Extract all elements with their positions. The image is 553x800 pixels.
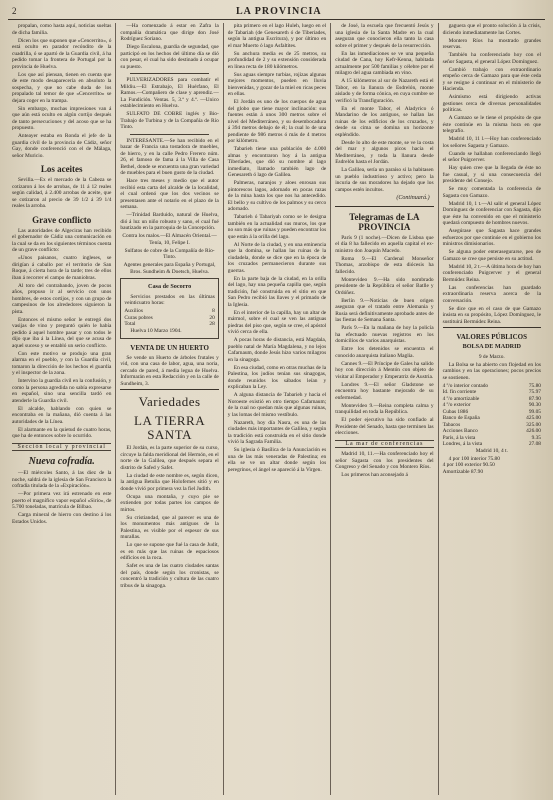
divider: [130, 134, 208, 135]
headline-tierra-santa: LA TIERRA SANTA: [134, 413, 206, 442]
headline-variedades: Variedades: [138, 394, 201, 409]
paragraph: Entre los detenidos se encuentra el conocido anarquista italiano Maglia.: [335, 346, 434, 359]
paragraph: Se dice que en el caso de que Gamazo insista en su propósito, López Domínguez, le sustituirá Bermúdez Reina.: [442, 305, 541, 325]
value-label: Londres, á la vista: [442, 441, 483, 447]
paragraph: Lo que se supone que fué la casa de Judit, es en más que las ruinas de espaciosos edificios en la roca.: [120, 542, 219, 561]
paragraph: Palmeras, naranjos y aloes enrosan sus pintorescos lagos, adornado en pocas razas de la mina hasta los que nos ha antecedido. El bello y su cultivo de los palmos y su cerco adornado.: [227, 180, 327, 212]
value-label: Cubas 1886: [442, 408, 469, 415]
section-rule: [443, 327, 541, 328]
paragraph: Sus aguas siempre turbias, rojizas algunas mejores momentos, pueden en lluvia bienvenidas, y gozar de la miel en ricas peces en ellas.: [227, 71, 327, 97]
value-amount: 425.00: [526, 415, 541, 421]
paragraph: Su cristiandad, que al parecer es una de los monumentos más antiguos de la Palestina, es visible por el espesor de sus murallas.: [120, 514, 219, 540]
paragraph: A 15 kilómetros al sur de Nazareth está el Tabor, en la llanura de Esdrelón, monte aislado y de forma cónica, en cuya cumbre se verificó la Transfiguración.: [335, 78, 434, 104]
paragraph: Cannes 9.—El Príncipe de Gales ha salido hoy con dirección á Mentón con objeto de visitar al Emperador y Emperatriz de Austria.: [335, 360, 434, 380]
paragraph: Las conferencias han guardado extraordinaria reserva acerca de la conversación.: [442, 284, 541, 304]
casa-socorro-box: [120, 278, 218, 339]
valores-table: [443, 383, 541, 448]
paragraph: Roma 9.—El Cardenal Monseñor Thomas, arzobispo de esta diócesis ha fallecido.: [335, 255, 434, 275]
paragraph: En el interior de la capilla, hay un altar de mármol, sobre el cual se ven las antiguas piedras del piso que, según se cree, el apóstol vivió cerca de ella.: [227, 309, 327, 335]
section-local-heading: Sección local y provincial: [12, 443, 111, 452]
notice: Contra los malos.—El Almacén Oriental.—Tenía, 10, Felipe I.: [122, 233, 217, 246]
bolsa-tail-values: 4 por 100 interior 75.80 4 por 100 exterior 90.50 Amortizable 87.90: [442, 455, 500, 475]
value-label: Banco de España: [442, 415, 480, 421]
paragraph: INTERESANTE.—Se han recibido en el bazar de Francia una tostadora de muebles, de hierro, y en la calle Pedro Frerero núm. 26, el famoso de fama á la Villa de Casa Bethel, donde se encuentra una gran variedad de muebles para el buen gusto de la ciudad.: [120, 137, 219, 176]
box-date: Huelva 10 Marzo 1904.: [130, 327, 182, 334]
paragraph: Madrid 10, 11.—Ha conferenciado hoy el señor Sagasta con los presidentes del Congreso y del Senado y con Montero Ríos.: [335, 451, 434, 470]
paragraph: «Unos paisanos, cuatro ingleses, se dirigían á caballo por el territorio de San Roque, á cierta hora de la tarde; tres de ellos iban á recorrer el campo de maniobras.: [12, 255, 112, 281]
box-intro: Servicios prestados en las últimas veinticuatro horas:: [124, 293, 215, 306]
paragraph: Carga mineral de hierro con destino á los Estados Unidos.: [12, 512, 112, 525]
value-amount: 9.35: [531, 434, 541, 441]
value-label: 4 º/o amortizable: [442, 395, 480, 402]
headline-valores: VALORES PÚBLICOS: [456, 333, 528, 341]
paragraph: La ciudad de este nombre es, según dicen, la antigua Betulia que Holofernes sitió y en donde vivió por primera vez la fiel Judith.: [120, 472, 219, 492]
paragraph: A Gamazo se le tiene el propósito de que éste continúe en la misma hora en que telegrafío.: [442, 115, 541, 134]
value-amount: 325.00: [526, 421, 541, 428]
paragraph: Se alguna poder enterasegurarse, peo de Gamazo se cree que persiste en su actitud.: [442, 249, 541, 262]
paragraph: —Trinidad Barduido, natural de Huelva, dió á luz un niño robusto y sano, el cual fué bautizado en la parroquia de la Concepción.: [120, 212, 219, 231]
headline-bolsa: BOLSA DE MADRID: [462, 343, 522, 350]
paragraph: —El miércoles Santo, á las diez de la noche, saldrá de la iglesia de San Francisco la cofradía titulada de la «Expiración».: [12, 470, 112, 489]
paragraph: Al toro del contrabando, joven de pocos años, propuso ir al servicio con unos hombres, de estos cortijos, y con un grupo de campesinos de los alrededores siguieron la pista.: [12, 282, 112, 315]
advertisement: SULFATO DE COBRE inglés y Bio-Trabajo de Turbina y de la Compañía de Río Tinto.: [120, 111, 219, 130]
headline-conferencias: La mar de conferencias: [335, 440, 433, 449]
paragraph: También ha conferenciado hoy con el señor Sagasta, el general López Domínguez.: [442, 52, 541, 65]
paragraph: Montevideo 9.—Reina completa calma y tranquilidad en toda la República.: [335, 402, 434, 415]
paragraph: Entonces el mismo señor le entregó dos vasijas de vino y preguntó quién le había pedido á aquel hombre pasar y con todos le dijo que iba á la Línea, del que se acusa de aquel suceso y se entabló un serio conflicto.: [12, 316, 112, 349]
paragraph: propalan, como hasta aquí, noticias sueltas de dicha familia.: [12, 23, 112, 36]
paragraph: En el monte Tabor, el Aladyrico ó Mandarino de los antiguos, se hallan las ruinas de los edificios de los cruzados, y desde su cima se domina un horizonte espléndido.: [335, 105, 434, 138]
paragraph: Los que así piensan, tienen en cuenta que de este modo desaparecería en absoluto la sospecha, y que no cabe duda de los propalado tal temor de que «Cencerrito» se dejara coger en la trampa.: [12, 71, 112, 104]
value-label: 4 º/o exterior: [442, 402, 471, 408]
paragraph: El alcalde, hablando con quien se encontraba en la mañana, dió cuenta á las autoridades de la Línea.: [12, 405, 112, 425]
paragraph: Asegúrase que Sagasta hace grandes esfuerzos por que continúe en el gobierno los ministros dimisionarios.: [442, 228, 541, 247]
paragraph: Diego Escalona, guardia de segundad, que participó en los hechos del último día se dió con pesar, el cual ha sido destinado á ocupar su puesto.: [120, 44, 219, 70]
paragraph: Tabarieh tiene una población de 4.000 almas y encontraron hoy á la antigua Tiberíades, que dió su nombre al lago inmediato, llamado también lago de Genesareth ó lago de Galilea.: [227, 146, 327, 178]
paragraph: Las autoridades de Algeciras han recibido el gobernador de Cádiz una comunicación en la cual se da en los siguientes términos cuenta de un grave conflicto:: [12, 227, 112, 253]
paragraph: Cambió trabajo con extraordinario empeño cerca de Gamazo para que éste ceda y se resigne á continuar en el ministerio de Hacienda.: [442, 66, 541, 92]
section-rule: [335, 206, 433, 207]
paragraph: Se vende un Huerto de árboles frutales y vid, con una casa de labor, agua, una noria, cercado de pared, á media legua de Huelva. Informarán en esta Redacción y en la calle de Sundheim, 3.: [120, 354, 219, 387]
paragraph: Nazareth, hoy día Nasra, es una de las ciudades más importantes de Galilea, y según la tradición está construida en el sitio donde vivió la Sagrada Familia.: [227, 419, 327, 445]
notice: Sulfatos de cobre de la Compañía de Río-Tinto.: [124, 247, 215, 260]
value-amount: 99.05: [528, 408, 541, 415]
paragraph: de José, la escuela que frecuentó Jesús y una iglesia de la Santa Madre en la cual aseguran que conocieron ella tanto la casa sobre el primer y después de la resurrección.: [335, 23, 434, 49]
value-label: Tabacos: [442, 421, 461, 428]
paragraph: Asimismo está dirigiendo activas gestiones cerca de diversas personalidades políticas.: [442, 94, 541, 113]
paragraph: París 9.—En la mañana de hoy la policía ha efectuado nuevas registros en los domicilios de varios anarquistas.: [335, 325, 434, 344]
paragraph: Madrid 10, 1 t.—Al salir el general López Domínguez de conferenciar con Sagasta, dijo que éste ha convenido en que el ministerio quedará compuesto de hombres nuevos.: [442, 200, 541, 226]
value-amount: 87.90: [528, 395, 541, 402]
bolsa-note: La Bolsa se ha abierto con flojedad en los cambios y en las operaciones; pocos precios se sostienen.: [442, 361, 541, 381]
paragraph: En la parte baja de la ciudad, en la orilla del lago, hay una pequeña capilla que, según tradición, fué construida en el sitio en que San Pedro recibió las llaves y el primado de la Iglesia.: [227, 275, 327, 308]
column-1: [8, 23, 115, 795]
paragraph: Anteayer estaba en Ronda el jefe de la guardia civil de la provincia de Cádiz, señor Gay, donde conferenció con el de Málaga, señor Muricio.: [12, 133, 112, 159]
paragraph: Su anchura media es de 25 metros, su profundidad de 2 y su extensión considerada en línea recta de 180 kilómetros.: [227, 50, 327, 70]
column-5: [438, 23, 545, 795]
divider: [130, 73, 208, 74]
paragraph: Safet es una de las cuatro ciudades santas del país, donde según los cronistas, se concentró la tradición y cultura de las cuatro tribus de la sinagoga.: [120, 563, 219, 589]
paragraph: Se muy comentada la conferencia de Sagasta con Gamazo.: [442, 186, 541, 199]
row-value: 8: [212, 308, 215, 314]
value-label: Id. fin corriente: [442, 389, 477, 395]
paragraph: Madrid 10, 11 l.—Hoy han conferenciado los señores Sagasta y Gamazo.: [442, 136, 541, 149]
paragraph: Londres 9.—El señor Gladstone se encuentra hoy bastante mejorado de su enfermedad.: [335, 381, 434, 401]
paragraph: Con este motivo se produjo una gran alarma en el pueblo, y con la Guardia civil, tomaron la dirección de los hechos el guardia y el inspector de la zona.: [12, 350, 112, 376]
headline-conflicto: Grave conflicto: [32, 214, 92, 225]
newspaper-title: LA PROVINCIA: [235, 6, 322, 17]
paragraph: Montevideo 9.—Ha sido nombrado presidente de la República el señor Batlle y Ordóñez.: [335, 276, 434, 296]
paragraph: —Por primera vez irá estrenado en este puerto el magnífico vapor español «Sirio», de 5.700 toneladas, matrícula de Bilbao.: [12, 491, 112, 510]
value-amount: 90.30: [528, 402, 541, 408]
paragraph: París 9 (1 noche).—Dicen de Lisboa que el día 8 ha fallecido en aquella capital el ex-ministro don Joaquín Macedo.: [335, 234, 434, 254]
bolsa-date: 9 de Marzo.: [478, 353, 505, 360]
paragraph: —Ha comenzado á estar en Zafra la compañía dramática que dirige don José Rodríguez Soriano.: [120, 23, 219, 42]
paragraph: El Jordán es uno de los cuerpos de agua del globo que tiene mayor inclinación: sus fuentes están á unos 300 metros sobre el nivel del Mediterráneo, y su desembocadura á 394 metros debajo de él; la cual lo de una pendiente de 986 metros ó más de 4 metros por kilómetro.: [227, 99, 327, 144]
row-label: Total: [124, 321, 136, 327]
value-amount: 27.08: [528, 441, 541, 447]
notice: Agentes generales para España y Portugal, Bros. Sundheim & Doetsch, Huelva.: [123, 262, 216, 275]
continuara-note: (Continuará.): [396, 195, 430, 201]
column-2: [115, 23, 222, 795]
row-label: Curas pobres: [124, 314, 153, 321]
row-value: 20: [209, 314, 215, 321]
paragraph: Sin embargo, muchas impresiones van á que aún está oculto en algún cortijo después de tanto persecuciones y del acoso que se ha propuesto.: [12, 105, 112, 131]
paragraph: En esa ciudad, como en otras muchas de la Palestina, los judíos tenían sus sinagogas, donde reunidos los sábados leían y explicaban la Ley.: [227, 364, 327, 390]
paragraph: En las inmediaciones se ve una pequeña ciudad de Cana, hoy Kefr-Kenna, habitada actualmente por 500 familias y célebre por el milagro del agua cambiada en vino.: [335, 50, 434, 76]
value-label: Acciones Banco: [442, 428, 478, 434]
paragraph: A pocas horas de distancia, está Magdala, pueblo natal de María Magdalena, y no lejos Cafarnaum, donde Jesús hizo varios milagros en la sinagoga.: [227, 337, 327, 363]
column-4: [330, 23, 437, 795]
paragraph: gaguera que el pronto solución á la crisis, diciendo inmediatamente las Cortes.: [442, 23, 541, 36]
paragraph: Sevilla.—Ex el mercado de la Cabeza se cotizaron á los de arrobas, de 11 á 12 reales según calidad, á 2.400 arrobas de aceite, que se cotizaron al precio de 39 1/2 á 39 1/4 reales la arroba.: [12, 177, 112, 209]
column-3: [223, 23, 330, 795]
headline-telegramas: Telegramas de LA PROVINCIA: [349, 211, 420, 232]
section-rule: [120, 389, 218, 390]
socorro-table: [124, 308, 214, 328]
paragraph: Su iglesia ó Basílica de la Anunciación es una de las más veneradas de Palestina; en ella se ve un altar donde según los peregrinos, el ángel se apareció á la Virgen.: [227, 447, 327, 473]
headline-venta-huerto: VENTA DE UN HUERTO: [130, 343, 209, 352]
masthead: [8, 6, 545, 17]
row-label: Auxilios: [124, 308, 143, 314]
bolsa-tail: Madrid 10, 4 t.: [475, 447, 508, 454]
paragraph: Hay quien cree que la llegada de éste no fue casual, y si una consecuencia del presidente del Consejo.: [442, 165, 541, 184]
paragraph: Ocupa una montaña, y cuyo pie se extienden por todas partes los campos de mirtos.: [120, 493, 219, 513]
paragraph: El alarmante en la quietud de cuatro horas, que ha de entonces sobre lo ocurrido.: [12, 426, 112, 439]
value-label: París, á la vista: [442, 434, 476, 441]
headline-aceites: Los aceites: [40, 164, 83, 174]
box-title: Casa de Socorro: [147, 283, 192, 290]
headline-cofradia: Nueva cofradía.: [28, 456, 95, 467]
paragraph: Al Norte de la ciudad, y en una eminencia que la domina, se hallan las ruinas de la ciudadela, donde se dice que en la época de los cruzados permanecieron durante sus guerras.: [227, 241, 327, 274]
paragraph: La Galilea, sería un paraíso si la habitasen un pueblo industrioso y activo; pero la incuria de sus moradores ha dejado que los campos estén incultos.: [335, 167, 434, 193]
paragraph: Intervino la guardia civil en la confusión, y como la persona agredida no sabía expresarse en español, sino una sencilla tardó en atenderle la Guardia civil.: [12, 378, 112, 404]
paragraph: A alguna distancia de Tabarieh y hacia el Noroeste existió en otro tiempo Cafarnaum; de la cual no quedan más que algunas ruinas, y las lomas del mismo vestíbulo.: [227, 392, 327, 418]
paragraph: Desde lo alto de este monte, se ve la costa del mar y algunos picos hacia el Mediterráneo, y toda la llanura desde Esdrelón hasta el Jordán.: [335, 139, 434, 165]
advertisement: PULVERIZADORES para combatir el Mildiu.—El Estrabajo, El Huérfano, El Ramos.—Compañero de clase y aprendiz.—La Fundición. Ventas. 5, 3.ª y 4.ª. —Unico establecimiento en Huelva.: [120, 77, 219, 109]
paragraph: Los primeros han aconsejado á: [341, 472, 408, 478]
paragraph: Hace tres meses y medio que el autor recibió esta carta del alcalde de la localidad, el cual ordenó que los dos vecinos se presentasen ante el notario en el plazo de la semana.: [120, 178, 219, 210]
value-label: 4 º/o interior contado: [442, 382, 489, 389]
paragraph: Berlín 9.—Noticias de buen origen aseguran que el tratado entre Alemania y Rusia será definitivamente aprobado antes de las fiestas de Semana Santa.: [335, 297, 434, 323]
masthead-rule: [8, 19, 545, 20]
value-amount: 75.80: [528, 382, 541, 389]
paragraph: Montero Ríos ha mostrado grandes reservas.: [442, 37, 541, 50]
value-amount: 426.00: [526, 428, 541, 434]
paragraph: Cuando se hallaban conferenciando llegó el señor Puigcerver.: [442, 150, 541, 163]
paragraph: El Jordán, es la parte superior de su curso, circuye la falda meridional del Hermón, en el norte de la Galilea, que después separa el distrito de Safed y Safet.: [120, 445, 219, 471]
row-value: 28: [209, 321, 215, 327]
paragraph: Dicen los que suponen que «Cencerrito», ó está oculto en parador recóndito de la cuadrilla, ó se apartó de la Guardia civil, á ha pedido tomar la frontera de Portugal por la provincia de Huelva.: [12, 37, 112, 70]
paragraph: Madrid 10, 2 t.—A última hora de hoy han conferenciado Puigcerver y el general Bermúdez Reina.: [442, 263, 541, 283]
paragraph: pita primero en el lago Huleh, luego en el de Tabariah (de Genesareth ó de Tiberiades, según la antigua Escritura), y por último en el mar Muerto ó lago Asfaltites.: [227, 23, 327, 49]
page-number: 2: [12, 6, 17, 16]
value-amount: 75.97: [528, 389, 541, 395]
columns: [8, 23, 545, 795]
paragraph: Tabarieh ó Tabariyah como se le designa también en la actualidad sus muros, los que no son más que ruinas y pueden encontrar los que están á la orilla del lago.: [227, 214, 327, 240]
paragraph: El poder ejecutivo ha sido confiado al Presidente del Senado, hasta que terminen las elecciones.: [335, 417, 434, 436]
